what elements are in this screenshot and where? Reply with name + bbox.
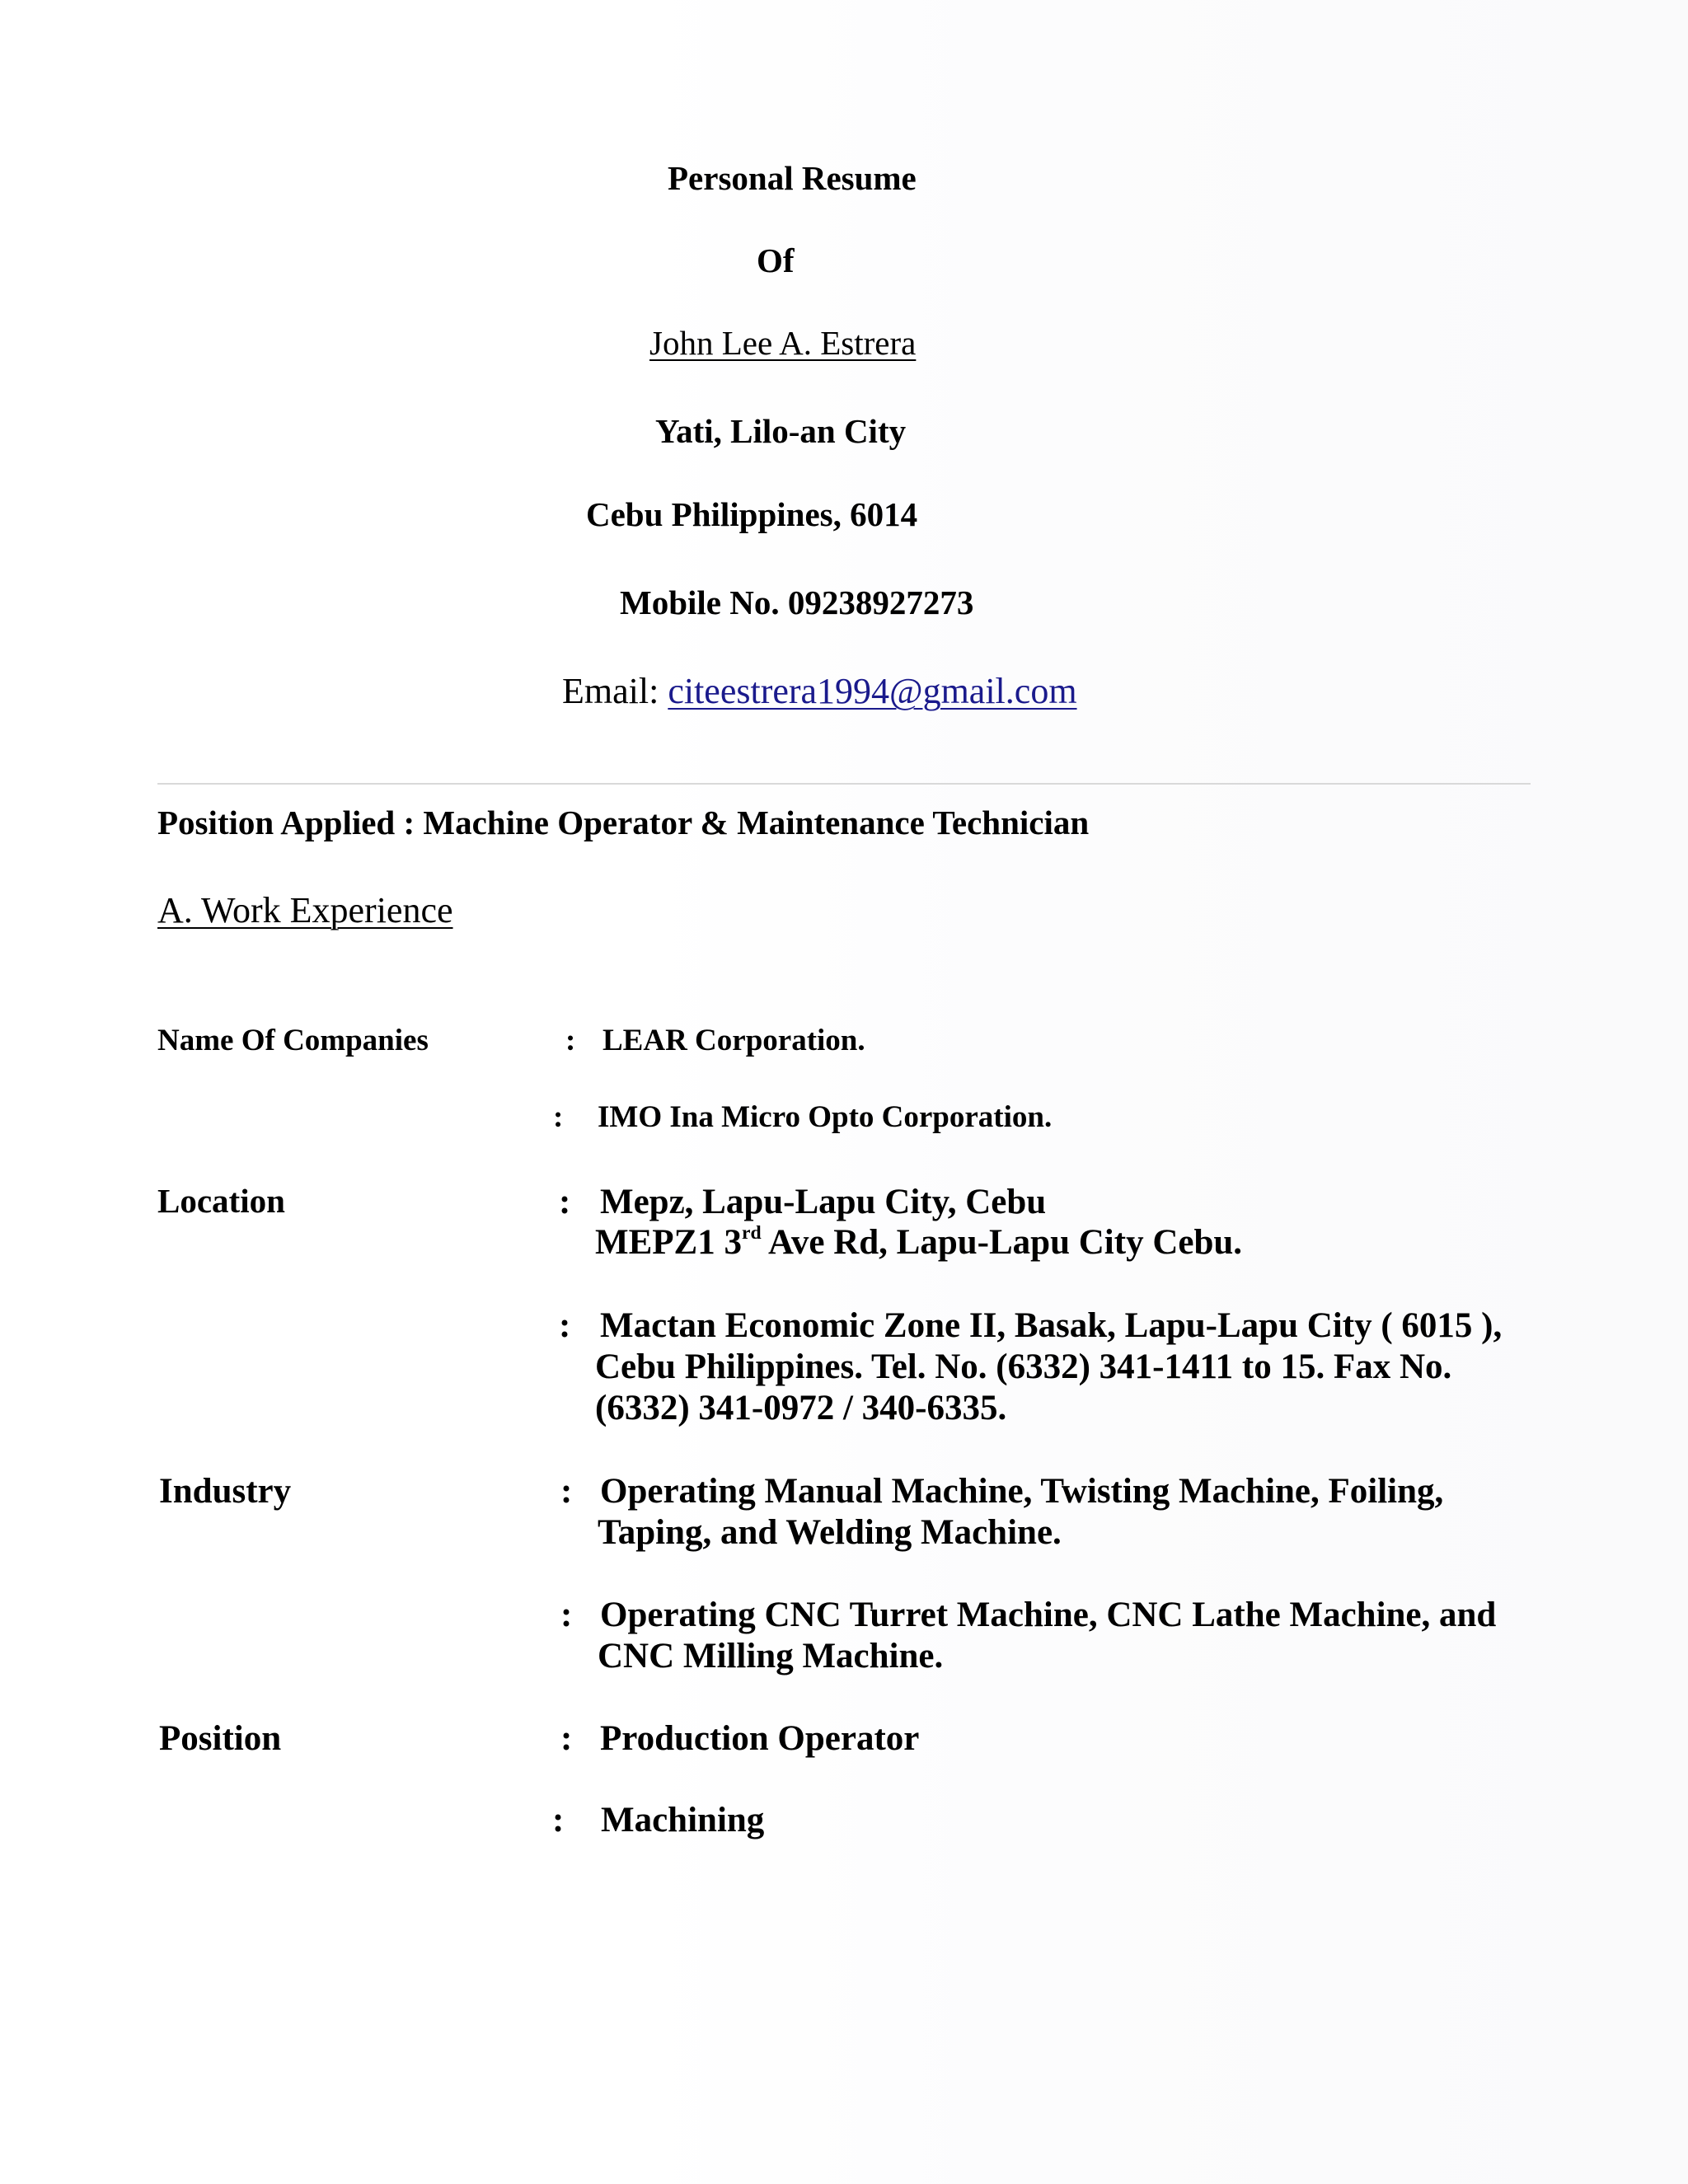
industry-1-line-2: Taping, and Welding Machine.: [598, 1513, 1062, 1552]
email-line: [562, 673, 1077, 710]
email-link[interactable]: citeestrera1994@gmail.com: [668, 671, 1077, 711]
industry-2-line-2: CNC Milling Machine.: [598, 1637, 944, 1675]
label-industry: Industry: [159, 1472, 292, 1511]
applicant-name: John Lee A. Estrera: [649, 324, 917, 362]
separator-colon: :: [565, 1024, 576, 1057]
address-line-2: Cebu Philippines, 6014: [586, 495, 918, 533]
address-line-1: Yati, Lilo-an City: [655, 412, 907, 450]
industry-2-line-1: Operating CNC Turret Machine, CNC Lathe Machine, and: [600, 1596, 1497, 1634]
position-applied: Position Applied : Machine Operator & Maintenance Technician: [157, 804, 1090, 841]
label-location: Location: [157, 1182, 285, 1220]
separator-colon: :: [553, 1100, 564, 1134]
section-work-experience-title: A. Work Experience: [157, 890, 453, 930]
horizontal-divider: [157, 783, 1531, 785]
separator-colon: :: [559, 1306, 571, 1345]
label-companies: Name Of Companies: [157, 1024, 429, 1057]
resume-title: Personal Resume: [668, 159, 917, 197]
label-position: Position: [159, 1719, 282, 1758]
separator-colon: :: [560, 1472, 573, 1511]
company-1: LEAR Corporation.: [603, 1024, 865, 1057]
separator-colon: :: [560, 1596, 573, 1634]
location-2-line-2: Cebu Philippines. Tel. No. (6332) 341-1411 to 15. Fax No.: [595, 1347, 1452, 1386]
separator-colon: :: [552, 1801, 565, 1840]
position-2: Machining: [601, 1801, 765, 1840]
location-2-line-1: Mactan Economic Zone II, Basak, Lapu-Lapu City ( 6015 ),: [600, 1306, 1503, 1345]
location-1-line-2: MEPZ1 3rd Ave Rd, Lapu-Lapu City Cebu.: [595, 1222, 1243, 1262]
location-1-line-1: Mepz, Lapu-Lapu City, Cebu: [600, 1183, 1047, 1221]
resume-title-of: Of: [757, 241, 795, 279]
position-1: Production Operator: [600, 1719, 920, 1758]
industry-1-line-1: Operating Manual Machine, Twisting Machine, Foiling,: [600, 1472, 1444, 1511]
mobile-number: Mobile No. 09238927273: [620, 583, 974, 621]
separator-colon: :: [560, 1719, 573, 1758]
company-2: IMO Ina Micro Opto Corporation.: [598, 1100, 1053, 1134]
location-2-line-3: (6332) 341-0972 / 340-6335.: [595, 1389, 1007, 1427]
separator-colon: :: [559, 1183, 571, 1221]
email-label: Email:: [562, 671, 668, 711]
